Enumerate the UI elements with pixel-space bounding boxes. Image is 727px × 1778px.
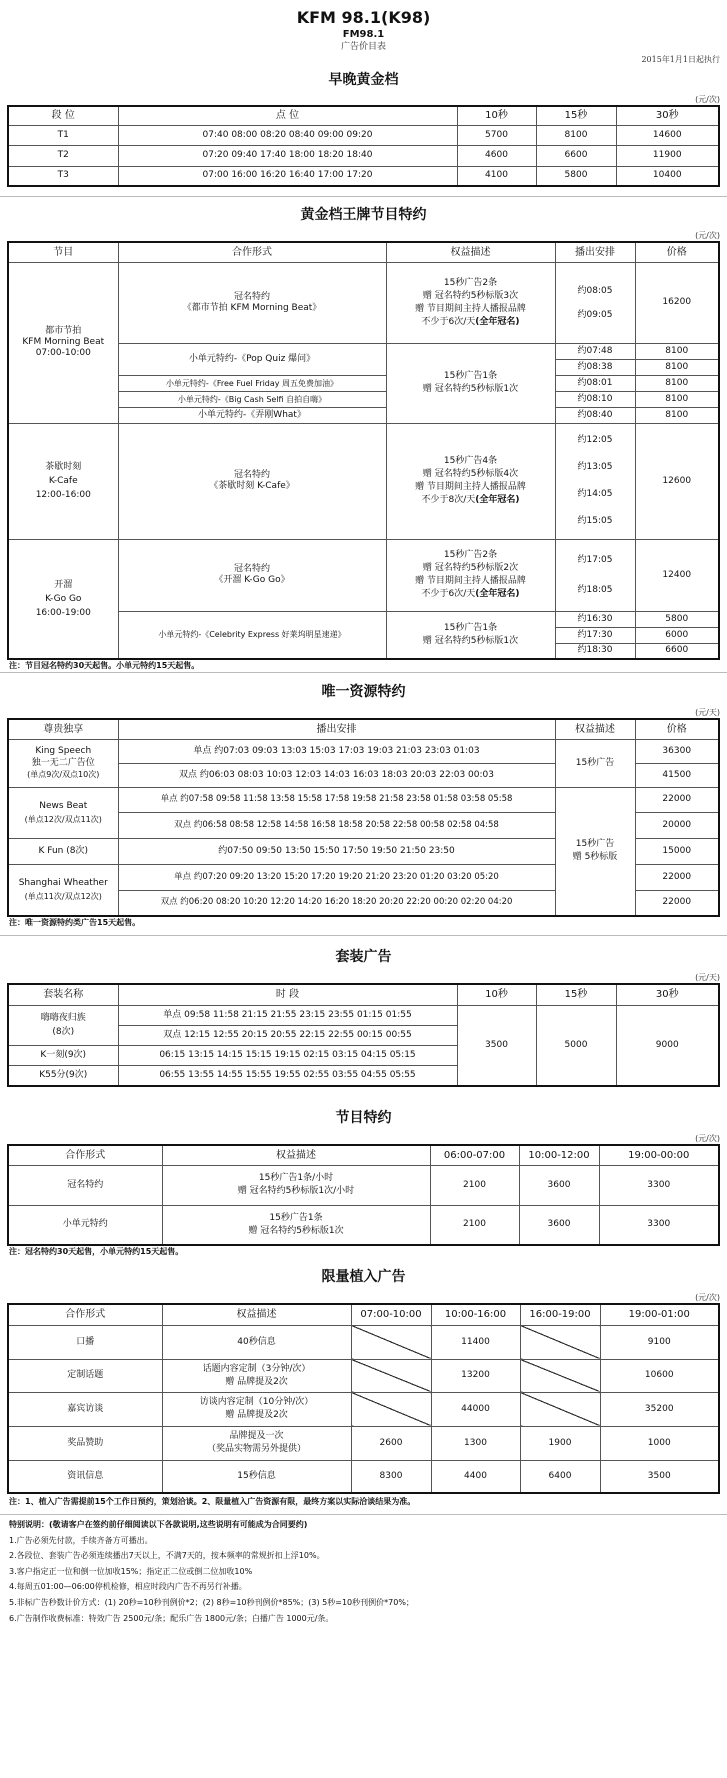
- table-row: 茶歇时刻 K-Cafe 12:00-16:00 冠名特约 《茶歇时刻 K-Cafe》 15秒广告4条 赠 冠名特约5秒标版4次 赠 节目期间主持人播报品牌 不少于8次/天(全年冠名) 约12:05 约13:05 约14:05 约15:05 12600: [8, 423, 719, 539]
- section-exclusive-resource: [7, 677, 720, 936]
- col-header: 点 位: [118, 106, 457, 125]
- table-row: 约18:30 6600: [8, 643, 719, 659]
- table-header: 合作形式 权益描述 07:00-10:00 10:00-16:00 16:00-19:00 19:00-01:00: [8, 1304, 719, 1325]
- section-note: 注：1、植入广告需提前15个工作日预约，策划洽谈。2、限量植入广告资源有限，最终方案以实际洽谈结果为准。: [9, 1497, 416, 1506]
- table-row: 都市节拍 KFM Morning Beat 07:00-10:00 冠名特约 《都市节拍 KFM Morning Beat》 15秒广告2条 赠 冠名特约5秒标版3次 赠 节目期间主持人播报品牌 不少于6次/天(全年冠名) 约08:05 约09:05 16200: [8, 262, 719, 343]
- table-row: 双点 约06:20 08:20 10:20 12:20 14:20 16:20 18:20 20:20 22:20 00:20 02:20 04:20 22000: [8, 890, 719, 916]
- exclusive-table: [7, 718, 720, 917]
- table-header: 套装名称 时 段 10秒 15秒 30秒: [8, 984, 719, 1005]
- table-row: 小单元特约-《Big Cash Selfi 自拍自嗨》 约08:10 8100: [8, 391, 719, 407]
- table-row: 双点 12:15 12:55 20:15 20:55 22:15 22:55 00:15 00:55: [8, 1025, 719, 1045]
- not-available-cell: [351, 1359, 431, 1392]
- table-row: 定制话题 话题内容定制（3分钟/次） 赠 品牌提及2次 13200 10600: [8, 1359, 719, 1392]
- table-header: 尊贵独享 播出安排 权益描述 价格: [8, 719, 719, 739]
- table-row: 双点 约06:58 08:58 12:58 14:58 16:58 18:58 20:58 22:58 00:58 02:58 04:58 20000: [8, 812, 719, 838]
- col-header: 10秒: [457, 106, 536, 125]
- not-available-cell: [520, 1325, 600, 1359]
- note-line: 4.每周五01:00—06:00停机检修，相应时段内广告不再另行补播。: [9, 1582, 247, 1592]
- program-cell: 开溜 K-Go Go 16:00-19:00: [8, 539, 118, 659]
- not-available-cell: [520, 1392, 600, 1426]
- table-row: T1 07:40 08:00 08:20 08:40 09:00 09:20 5700 8100 14600: [8, 125, 719, 145]
- table-row: King Speech 独一无二广告位 (单点9次/双点10次) 单点 约07:03 09:03 13:03 15:03 17:03 19:03 21:03 23:03 01:03 15秒广告 36300: [8, 739, 719, 763]
- station-frequency: FM98.1: [342, 29, 385, 40]
- section-title: 黄金档王牌节目特约: [300, 207, 427, 223]
- program-sponsorship-table: [7, 1144, 720, 1246]
- table-row: 双点 约06:03 08:03 10:03 12:03 14:03 16:03 18:03 20:03 22:03 00:03 41500: [8, 763, 719, 787]
- table-row: 小单元特约-《弄刚What》 约08:40 8100: [8, 407, 719, 423]
- prime-time-table: [7, 105, 720, 187]
- program-cell: 茶歇时刻 K-Cafe 12:00-16:00: [8, 423, 118, 539]
- table-row: T2 07:20 09:40 17:40 18:00 18:20 18:40 4600 6600 11900: [8, 145, 719, 166]
- table-row: K55分(9次) 06:55 13:55 14:55 15:55 19:55 02:55 03:55 04:55 05:55: [8, 1065, 719, 1086]
- special-notes-title: 特别说明：(敬请客户在签约前仔细阅读以下各款说明,这些说明有可能成为合同要约): [9, 1520, 308, 1529]
- note-line: 3.客户指定正一位和倒一位加收15%；指定正二位或倒二位加收10%: [9, 1566, 253, 1576]
- placement-table: [7, 1303, 720, 1494]
- station-title: KFM 98.1(K98): [296, 8, 431, 27]
- table-row: 小单元特约-《Free Fuel Friday 周五免费加油》 约08:01 8100: [8, 375, 719, 391]
- table-row: 奖品赞助 品牌提及一次 （奖品实物需另外提供） 2600 1300 1900 1000: [8, 1426, 719, 1460]
- doc-type: 广告价目表: [340, 42, 386, 52]
- table-header: 合作形式 权益描述 06:00-07:00 10:00-12:00 19:00-00:00: [8, 1145, 719, 1165]
- table-row: 嗨嗨夜归族 (8次) 单点 09:58 11:58 21:15 21:55 23:15 23:55 01:15 01:55 3500 5000 9000: [8, 1005, 719, 1025]
- table-header: 节目 合作形式 权益描述 播出安排 价格: [8, 242, 719, 262]
- program-cell: 都市节拍 KFM Morning Beat 07:00-10:00: [8, 262, 118, 423]
- table-row: 小单元特约 15秒广告1条 赠 冠名特约5秒标版1次 2100 3600 3300: [8, 1205, 719, 1245]
- section-note: 注：冠名特约30天起售，小单元特约15天起售。: [9, 1247, 184, 1256]
- section-flagship-sponsorship: [7, 200, 720, 673]
- unit-label: (元/次): [695, 1293, 720, 1302]
- note-line: 6.广告制作收费标准：特效广告 2500元/条；配乐广告 1800元/条；白播广告 1000元/条。: [9, 1613, 334, 1623]
- table-header: [8, 106, 719, 125]
- section-title: 套装广告: [335, 949, 392, 965]
- effective-date: 2015年1月1日起执行: [641, 55, 720, 64]
- section-prime-time: [7, 66, 720, 197]
- section-program-sponsorship: [7, 1103, 720, 1258]
- table-row: Shanghai Wheather (单点11次/双点12次) 单点 约07:20 09:20 13:20 15:20 17:20 19:20 21:20 23:20 01:20 03:20 05:20 22000: [8, 864, 719, 890]
- doc-header: [7, 6, 720, 66]
- col-header: 段 位: [8, 106, 118, 125]
- unit-label: (元/天): [695, 708, 720, 717]
- special-notes: [7, 1515, 720, 1626]
- unit-label: (元/次): [695, 95, 720, 104]
- table-row: 约08:38 8100: [8, 359, 719, 375]
- not-available-cell: [351, 1392, 431, 1426]
- table-row: 小单元特约-《Pop Quiz 爆问》 15秒广告1条 赠 冠名特约5秒标版1次 约07:48 8100: [8, 343, 719, 359]
- section-note: 注：节目冠名特约30天起售。小单元特约15天起售。: [9, 661, 200, 670]
- unit-label: (元/次): [695, 1134, 720, 1143]
- section-note: 注：唯一资源特约类广告15天起售。: [9, 918, 141, 927]
- flagship-table: [7, 241, 720, 660]
- col-header: 30秒: [616, 106, 719, 125]
- table-row: 开溜 K-Go Go 16:00-19:00 冠名特约 《开溜 K-Go Go》 15秒广告2条 赠 冠名特约5秒标版2次 赠 节目期间主持人播报品牌 不少于6次/天(全年冠名) 约17:05 约18:05 12400: [8, 539, 719, 611]
- col-header: 15秒: [536, 106, 616, 125]
- table-row: 小单元特约-《Celebrity Express 好莱坞明星速递》 15秒广告1条 赠 冠名特约5秒标版1次 约16:30 5800: [8, 611, 719, 627]
- note-line: 5.非标广告秒数计价方式：(1) 20秒=10秒刊例价*2；(2) 8秒=10秒刊例价*85%；(3) 5秒=10秒刊例价*70%；: [9, 1597, 414, 1607]
- section-title: 唯一资源特约: [321, 684, 406, 700]
- table-row: T3 07:00 16:00 16:20 16:40 17:00 17:20 4100 5800 10400: [8, 166, 719, 186]
- table-row: News Beat (单点12次/双点11次) 单点 约07:58 09:58 11:58 13:58 15:58 17:58 19:58 21:58 23:58 01:58 03:58 05:58 15秒广告 赠 5秒标版 22000: [8, 787, 719, 812]
- table-row: 嘉宾访谈 访谈内容定制（10分钟/次） 赠 品牌提及2次 44000 35200: [8, 1392, 719, 1426]
- not-available-cell: [351, 1325, 431, 1359]
- table-row: K Fun (8次) 约07:50 09:50 13:50 15:50 17:50 19:50 21:50 23:50 15000: [8, 838, 719, 864]
- table-row: 约17:30 6000: [8, 627, 719, 643]
- section-title: 节目特约: [335, 1110, 392, 1126]
- table-row: 资讯信息 15秒信息 8300 4400 6400 3500: [8, 1460, 719, 1493]
- section-title: 早晚黄金档: [328, 72, 399, 88]
- section-product-placement: [7, 1262, 720, 1510]
- not-available-cell: [520, 1359, 600, 1392]
- table-row: K一刻(9次) 06:15 13:15 14:15 15:15 19:15 02:15 03:15 04:15 05:15: [8, 1045, 719, 1065]
- table-row: 冠名特约 15秒广告1条/小时 赠 冠名特约5秒标版1次/小时 2100 3600 3300: [8, 1165, 719, 1205]
- package-table: [7, 983, 720, 1087]
- note-line: 2.各段位、套装广告必须连续播出7天以上，不满7天的，按本频率的常规折扣上浮10%。: [9, 1551, 325, 1561]
- unit-label: (元/天): [695, 973, 720, 982]
- section-title: 限量植入广告: [321, 1269, 406, 1285]
- table-row: 口播 40秒信息 11400 9100: [8, 1325, 719, 1359]
- note-line: 1.广告必须先付款，手续齐备方可播出。: [9, 1535, 153, 1545]
- section-package: [7, 942, 720, 1087]
- unit-label: (元/次): [695, 231, 720, 240]
